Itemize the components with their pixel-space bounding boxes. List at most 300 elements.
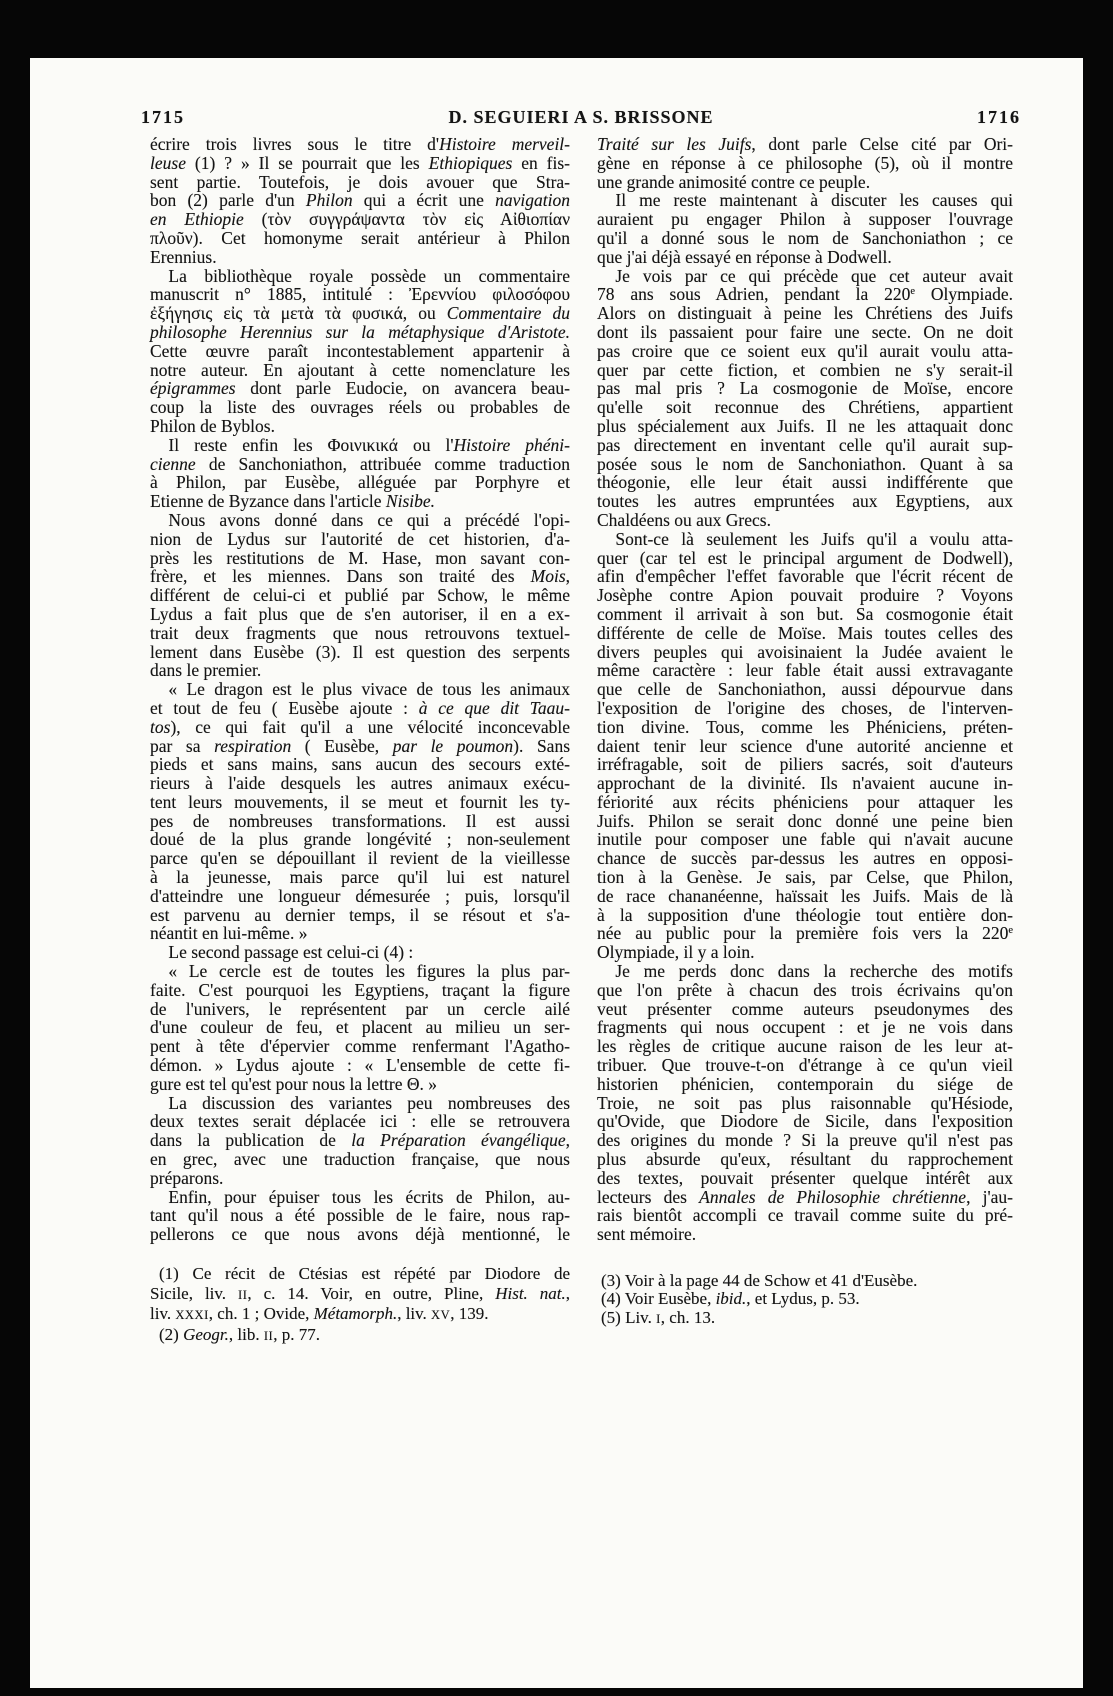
text-segment: historien phénicien, contemporain du siége de bbox=[597, 1073, 1013, 1094]
text-line bbox=[597, 680, 1013, 699]
text-segment: , ch. 1 ; Ovide, bbox=[208, 1304, 314, 1324]
text-line bbox=[150, 943, 570, 962]
text-line bbox=[597, 962, 1013, 981]
text-line bbox=[150, 248, 570, 267]
text-line bbox=[597, 248, 1013, 267]
text-line bbox=[150, 210, 570, 229]
text-segment: nion de Lydus sur l'autorité de cet historien, d'a- bbox=[150, 528, 570, 549]
text-segment: préparons. bbox=[150, 1167, 224, 1188]
text-segment: , ch. 13. bbox=[660, 1307, 716, 1327]
text-line bbox=[150, 774, 570, 793]
text-line bbox=[597, 1000, 1013, 1019]
text-segment: dans le premier. bbox=[150, 660, 262, 681]
text-line bbox=[150, 135, 570, 154]
paragraph bbox=[150, 680, 570, 943]
text-segment: , bbox=[565, 1284, 570, 1304]
footnote bbox=[597, 1309, 1013, 1328]
text-segment: , j'au- bbox=[966, 1186, 1013, 1207]
text-segment: pieds et sans mains, sans aucun des secours exté- bbox=[150, 754, 570, 775]
text-line bbox=[597, 718, 1013, 737]
italic-text: leuse bbox=[150, 152, 186, 173]
paragraph bbox=[150, 1094, 570, 1188]
italic-text: Histoire merveil- bbox=[439, 134, 570, 154]
text-segment: (1) ? » Il se pourrait que les bbox=[185, 152, 429, 173]
text-segment: manuscrit n° 1885, intitulé : Ἐρεννίου φιλοσόφου bbox=[150, 284, 570, 305]
text-line bbox=[150, 1206, 570, 1225]
text-line bbox=[597, 943, 1013, 962]
text-line bbox=[597, 1169, 1013, 1188]
text-line bbox=[150, 173, 570, 192]
text-segment: posée sous le nom de Sanchoniathon. Quant à sa bbox=[597, 453, 1013, 474]
text-line bbox=[150, 1094, 570, 1113]
running-head bbox=[141, 106, 1021, 128]
paragraph bbox=[150, 267, 570, 436]
text-segment: , bbox=[565, 566, 570, 587]
text-segment: pellerons ce que nous avons déjà mentionné, le bbox=[150, 1224, 570, 1245]
text-segment: que j'ai déjà essayé en réponse à Dodwell. bbox=[597, 246, 892, 267]
text-line bbox=[150, 323, 570, 342]
text-line bbox=[597, 361, 1013, 380]
text-line bbox=[150, 267, 570, 286]
text-line bbox=[597, 1056, 1013, 1075]
text-line bbox=[597, 473, 1013, 492]
text-line bbox=[150, 229, 570, 248]
text-segment: même caractère : leur fable était aussi extravagante bbox=[597, 660, 1013, 681]
text-line bbox=[150, 492, 570, 511]
text-line bbox=[150, 191, 570, 210]
text-line bbox=[597, 1225, 1013, 1244]
text-segment: néantit en lui-même. » bbox=[150, 923, 308, 944]
italic-text: tos bbox=[150, 716, 171, 737]
text-segment: écrire trois livres sous le titre d' bbox=[150, 134, 440, 154]
text-line bbox=[597, 267, 1013, 286]
paragraph bbox=[150, 943, 570, 962]
text-line bbox=[150, 304, 570, 323]
text-segment: les règles de critique aucune raison de les leur at- bbox=[597, 1036, 1013, 1057]
text-segment: afin d'empêcher l'effet favorable que l'écrit récent de bbox=[597, 566, 1013, 587]
paragraph bbox=[150, 436, 570, 511]
text-segment: pas directement en inventant celle qu'il aurait sup- bbox=[597, 434, 1013, 455]
text-segment: ( Eusèbe, bbox=[291, 735, 393, 756]
footnotes-left bbox=[150, 1264, 570, 1345]
text-segment: divers peuples qui avoisinaient la Judée avaient le bbox=[597, 641, 1013, 662]
text-segment: Lydus a fait plus que de s'en autoriser, il en a ex- bbox=[150, 603, 570, 624]
text-segment: démon. » Lydus ajoute : « L'ensemble de cette fi- bbox=[150, 1055, 570, 1076]
page-number-right: 1716 bbox=[977, 107, 1021, 127]
paragraph bbox=[150, 511, 570, 680]
text-segment: , 139. bbox=[450, 1304, 489, 1324]
text-segment: daient tenir leur science d'une autorité ancienne et bbox=[597, 735, 1013, 756]
text-segment: , dont parle Celse cité par Ori- bbox=[751, 134, 1013, 154]
left-column bbox=[150, 135, 570, 1244]
text-segment: Le second passage est celui-ci (4) : bbox=[168, 942, 414, 963]
paragraph bbox=[597, 267, 1013, 530]
text-segment: doué de la plus grande longévité ; non-seulement bbox=[150, 829, 570, 850]
text-line bbox=[597, 173, 1013, 192]
italic-text: à ce que dit Taau- bbox=[418, 697, 571, 718]
text-segment: Olympiade. bbox=[915, 284, 1013, 305]
text-segment: fragments qui nous occupent : et je ne vois dans bbox=[597, 1017, 1013, 1038]
text-line bbox=[597, 755, 1013, 774]
text-segment: tribuer. Que trouve-t-on d'étrange à ce qu'un vieil bbox=[597, 1055, 1013, 1076]
text-line bbox=[597, 567, 1013, 586]
italic-text: la Préparation évangélique bbox=[351, 1130, 566, 1151]
page-number-left: 1715 bbox=[141, 107, 185, 127]
italic-text: cienne bbox=[150, 453, 196, 474]
text-segment: dont ils passaient pour faire une secte. On ne doit bbox=[597, 321, 1013, 342]
text-segment: est parvenu au dernier temps, il se résout et s'a- bbox=[150, 904, 570, 925]
text-segment: tant qu'il nous a été possible de le faire, nous rap- bbox=[150, 1205, 570, 1226]
superscript: e bbox=[1008, 925, 1013, 937]
text-segment: Juifs. Philon se serait donc donné une peine bien bbox=[597, 810, 1013, 831]
text-line bbox=[597, 981, 1013, 1000]
text-segment: deux textes serait déplacée ici : elle se retrouvera bbox=[150, 1111, 570, 1132]
text-line bbox=[597, 774, 1013, 793]
text-line bbox=[597, 906, 1013, 925]
text-line bbox=[150, 755, 570, 774]
text-segment: d'une couleur de feu, et placent au milieu un ser- bbox=[150, 1017, 570, 1038]
text-line bbox=[597, 549, 1013, 568]
text-segment: ἐξήγησις εἰς τὰ μετὰ τὰ φυσικά, ou bbox=[150, 303, 447, 324]
footnote bbox=[150, 1264, 570, 1325]
text-line bbox=[150, 1112, 570, 1131]
text-segment: trait deux fragments que nous retrouvons textuel- bbox=[150, 622, 570, 643]
text-segment: Philon de Byblos. bbox=[150, 415, 275, 436]
text-segment: à la jeunesse, mais parce qu'il lui est naturel bbox=[150, 867, 570, 888]
text-segment: que celle de Sanchoniathon, aussi dépourvue dans bbox=[597, 679, 1013, 700]
text-segment: lement dans Eusèbe (3). Il est question des serpents bbox=[150, 641, 570, 662]
text-segment: à la supposition d'une théologie tout entière don- bbox=[597, 904, 1013, 925]
text-segment: en fis- bbox=[512, 152, 570, 173]
text-line bbox=[597, 1131, 1013, 1150]
text-line bbox=[597, 379, 1013, 398]
text-segment: dont parle Eudocie, on avancera beau- bbox=[235, 378, 570, 399]
text-line bbox=[150, 398, 570, 417]
text-segment: , et Lydus, p. 53. bbox=[746, 1289, 860, 1309]
italic-text: Métamorph. bbox=[313, 1304, 398, 1324]
text-segment: (3) Voir à la page 44 de Schow et 41 d'Eusèbe. bbox=[601, 1270, 918, 1290]
text-line bbox=[597, 737, 1013, 756]
text-segment: théogonie, elle leur était aussi indifférente que bbox=[597, 472, 1013, 493]
small-caps: XXXI bbox=[175, 1308, 209, 1323]
text-segment: frère, et les miennes. Dans son traité des bbox=[150, 566, 531, 587]
footnote-line bbox=[597, 1309, 1013, 1328]
paragraph bbox=[597, 191, 1013, 266]
text-segment: liv. bbox=[150, 1304, 176, 1324]
text-line bbox=[150, 830, 570, 849]
footnote-line bbox=[150, 1264, 570, 1284]
text-segment: tent leurs mouvements, il se meut et fournit les ty- bbox=[150, 791, 570, 812]
text-line bbox=[597, 1206, 1013, 1225]
text-segment: (2) bbox=[159, 1324, 184, 1344]
text-segment: comment il arrivait à son but. Sa cosmogonie était bbox=[597, 603, 1013, 624]
text-line bbox=[150, 737, 570, 756]
text-line bbox=[150, 511, 570, 530]
footnote-line bbox=[150, 1304, 570, 1324]
text-segment: 78 ans sous Adrien, pendant la 220 bbox=[597, 284, 911, 305]
text-segment: près les restitutions de M. Hase, mon savant con- bbox=[150, 547, 570, 568]
small-caps: II bbox=[238, 1288, 248, 1303]
text-segment: ). Sans bbox=[513, 735, 571, 756]
italic-text: Histoire phéni- bbox=[453, 434, 570, 455]
text-line bbox=[597, 699, 1013, 718]
text-line bbox=[150, 154, 570, 173]
text-segment: , bbox=[565, 1130, 570, 1151]
text-segment: sent partie. Toutefois, je dois avouer que Stra- bbox=[150, 171, 570, 192]
text-segment: toutes les autres empruntées aux Egyptiens, aux bbox=[597, 491, 1013, 512]
text-segment: pas croire que ce soient eux qu'il aurait voulu atta- bbox=[597, 340, 1013, 361]
italic-text: philosophe Herennius sur la métaphysique d'Aristote. bbox=[150, 321, 570, 342]
footnotes-right bbox=[597, 1272, 1013, 1328]
text-segment: dans la publication de bbox=[150, 1130, 352, 1151]
italic-text: Philon bbox=[305, 190, 353, 211]
text-line bbox=[150, 661, 570, 680]
text-line bbox=[150, 1131, 570, 1150]
text-segment: rais bientôt accompli ce travail comme suite du pré- bbox=[597, 1205, 1013, 1226]
small-caps: II bbox=[263, 1328, 274, 1343]
text-segment: des textes, pouvait présenter quelque intérêt aux bbox=[597, 1167, 1013, 1188]
text-line bbox=[150, 285, 570, 304]
text-line bbox=[597, 661, 1013, 680]
text-line bbox=[597, 530, 1013, 549]
text-segment: (1) Ce récit de Ctésias est répété par Diodore de bbox=[159, 1264, 570, 1283]
text-line bbox=[150, 1056, 570, 1075]
text-line bbox=[597, 868, 1013, 887]
text-segment: de l'univers, le représentent par un cercle ailé bbox=[150, 998, 570, 1019]
small-caps: XV bbox=[431, 1308, 451, 1323]
text-segment: pes de nombreuses transformations. Il est aussi bbox=[150, 810, 570, 831]
text-segment: irréfragable, soit de piliers sacrés, soit d'auteurs bbox=[597, 754, 1013, 775]
text-line bbox=[150, 906, 570, 925]
text-segment: rieurs à l'aide desquels les autres animaux exécu- bbox=[150, 773, 570, 794]
text-line bbox=[597, 191, 1013, 210]
italic-text: Nisibe. bbox=[385, 491, 436, 512]
text-segment: des origines du monde ? Si la preuve qu'il n'est pas bbox=[597, 1130, 1013, 1151]
text-segment: Cette œuvre paraît incontestablement appartenir à bbox=[150, 340, 570, 361]
italic-text: Hist. nat. bbox=[495, 1284, 566, 1304]
text-segment: Erennius. bbox=[150, 246, 217, 267]
text-segment: , c. 14. Voir, en outre, Pline, bbox=[247, 1284, 496, 1304]
text-segment: gure est tel qu'est pour nous la lettre Θ. » bbox=[150, 1073, 437, 1094]
text-line bbox=[597, 154, 1013, 173]
footnote-line bbox=[597, 1272, 1013, 1291]
text-segment: , lib. bbox=[228, 1324, 264, 1344]
text-segment: qu'Ovide, que Diodore de Sicile, dans l'exposition bbox=[597, 1111, 1013, 1132]
text-line bbox=[597, 436, 1013, 455]
footnote-line bbox=[597, 1290, 1013, 1309]
text-line bbox=[597, 924, 1013, 943]
text-line bbox=[150, 680, 570, 699]
text-line bbox=[150, 549, 570, 568]
text-line bbox=[597, 511, 1013, 530]
text-line bbox=[597, 643, 1013, 662]
text-line bbox=[150, 812, 570, 831]
text-segment: faite. C'est pourquoi les Egyptiens, traçant la figure bbox=[150, 979, 570, 1000]
italic-text: Ethiopiques bbox=[428, 152, 513, 173]
text-segment: par sa bbox=[150, 735, 215, 756]
text-line bbox=[150, 473, 570, 492]
text-segment: lecteurs des bbox=[597, 1186, 700, 1207]
text-line bbox=[597, 793, 1013, 812]
text-line bbox=[150, 962, 570, 981]
text-segment: bon (2) parle d'un bbox=[150, 190, 306, 211]
text-line bbox=[150, 1075, 570, 1094]
text-segment: fériorité aux récits phéniciens pour attaquer les bbox=[597, 791, 1013, 812]
text-segment: , p. 77. bbox=[273, 1324, 320, 1344]
text-segment: πλοῦν). Cet homonyme serait antérieur à Philon bbox=[150, 227, 570, 248]
text-segment: gène en réponse à ce philosophe (5), où il montre bbox=[597, 152, 1013, 173]
text-segment: sent mémoire. bbox=[597, 1224, 697, 1245]
text-line bbox=[150, 718, 570, 737]
text-line bbox=[150, 455, 570, 474]
text-segment: (5) Liv. bbox=[601, 1307, 657, 1327]
text-segment: Olympiade, il y a loin. bbox=[597, 942, 755, 963]
text-line bbox=[597, 398, 1013, 417]
right-column bbox=[597, 135, 1013, 1244]
paragraph bbox=[597, 530, 1013, 962]
text-segment: que l'on prête à chacun des trois écrivains qu'on bbox=[597, 979, 1013, 1000]
text-line bbox=[597, 887, 1013, 906]
paragraph bbox=[150, 135, 570, 267]
text-segment: (τὸν συγγράψαντα τὸν εἰς Αἰθιοπίαν bbox=[243, 209, 570, 230]
text-line bbox=[597, 605, 1013, 624]
text-segment: « Le dragon est le plus vivace de tous les animaux bbox=[168, 679, 570, 700]
text-segment: coup la liste des ouvrages réels ou probables de bbox=[150, 397, 570, 418]
text-segment: Josèphe contre Apion pouvait produire ? Voyons bbox=[597, 585, 1013, 606]
text-segment: qu'elle soit reconnue des Chrétiens, appartient bbox=[597, 397, 1013, 418]
text-segment: approchant de la divinité. Ils n'avaient aucune in- bbox=[597, 773, 1013, 794]
text-line bbox=[150, 1150, 570, 1169]
paragraph bbox=[597, 135, 1013, 191]
text-segment: différent de celui-ci et publié par Schow, le même bbox=[150, 585, 570, 606]
text-segment: quer (car tel est le principal argument de Dodwell), bbox=[597, 547, 1013, 568]
text-line bbox=[150, 643, 570, 662]
text-segment: en grec, avec une traduction française, que nous bbox=[150, 1149, 570, 1170]
text-segment: inutile pour composer une fable qui n'avait aucune bbox=[597, 829, 1013, 850]
text-line bbox=[597, 455, 1013, 474]
text-line bbox=[597, 417, 1013, 436]
text-line bbox=[150, 530, 570, 549]
text-line bbox=[597, 210, 1013, 229]
text-line bbox=[150, 887, 570, 906]
text-segment: à Philon, par Eusèbe, alléguée par Porphyre et bbox=[150, 472, 570, 493]
text-segment: La discussion des variantes peu nombreuses des bbox=[168, 1092, 570, 1113]
text-segment: de Sanchoniathon, attribuée comme traduction bbox=[195, 453, 570, 474]
italic-text: Geogr. bbox=[183, 1324, 229, 1344]
text-line bbox=[150, 586, 570, 605]
italic-text: Annales de Philosophie chrétienne bbox=[699, 1186, 967, 1207]
text-line bbox=[597, 1018, 1013, 1037]
text-segment: plus spécialement aux Juifs. Il ne les attaquait donc bbox=[597, 415, 1013, 436]
text-segment: Je vois par ce qui précède que cet auteur avait bbox=[615, 265, 1013, 286]
text-segment: Je me perds donc dans la recherche des motifs bbox=[615, 961, 1013, 982]
text-line bbox=[597, 285, 1013, 304]
text-segment: chance de succès par-dessus les autres en opposi- bbox=[597, 848, 1013, 869]
text-segment: notre auteur. En ajoutant à cette nomenclature les bbox=[150, 359, 570, 380]
text-line bbox=[597, 1188, 1013, 1207]
text-line bbox=[150, 1000, 570, 1019]
text-line bbox=[597, 304, 1013, 323]
text-line bbox=[150, 567, 570, 586]
text-line bbox=[150, 342, 570, 361]
text-line bbox=[597, 492, 1013, 511]
italic-text: Commentaire du bbox=[446, 303, 570, 324]
text-line bbox=[150, 361, 570, 380]
text-segment: Troie, ne soit pas plus raisonnable qu'Hésiode, bbox=[597, 1092, 1013, 1113]
footnote bbox=[597, 1272, 1013, 1291]
paragraph bbox=[150, 962, 570, 1094]
text-segment: , liv. bbox=[397, 1304, 432, 1324]
text-segment: (4) Voir Eusèbe, bbox=[601, 1289, 716, 1309]
text-line bbox=[597, 1094, 1013, 1113]
text-line bbox=[150, 699, 570, 718]
text-segment: Il reste enfin les Φοινικικά ou l' bbox=[168, 434, 454, 455]
small-caps: I bbox=[656, 1311, 661, 1326]
paragraph bbox=[150, 1188, 570, 1244]
text-segment: de race chananéenne, haïssait les Juifs. Mais de là bbox=[597, 885, 1013, 906]
text-segment: Sicile, liv. bbox=[150, 1284, 239, 1304]
text-segment: qu'il a donné sous le nom de Sanchoniathon ; ce bbox=[597, 227, 1013, 248]
italic-text: Mois bbox=[530, 566, 566, 587]
text-line bbox=[597, 229, 1013, 248]
text-segment: Sont-ce là seulement les Juifs qu'il a voulu atta- bbox=[615, 528, 1013, 549]
text-segment: veut présenter comme auteurs pseudonymes des bbox=[597, 998, 1013, 1019]
text-line bbox=[597, 849, 1013, 868]
text-line bbox=[150, 1188, 570, 1207]
text-segment: qui a écrit une bbox=[352, 190, 496, 211]
text-line bbox=[150, 981, 570, 1000]
running-title: D. SEGUIERI A S. BRISSONE bbox=[448, 107, 714, 127]
text-segment: plus absurde qu'eux, résultant du rapprochement bbox=[597, 1149, 1013, 1170]
text-line bbox=[150, 868, 570, 887]
footnote bbox=[597, 1290, 1013, 1309]
text-line bbox=[150, 417, 570, 436]
footnote-line bbox=[150, 1284, 570, 1304]
text-segment: tion à la Genèse. Je sais, par Celse, que Philon, bbox=[597, 867, 1013, 888]
text-segment: ), ce qui fait qu'il a une vélocité inconcevable bbox=[170, 716, 570, 737]
text-segment: pent à tête d'épervier comme renfermant l'Agatho- bbox=[150, 1036, 570, 1057]
text-segment: Chaldéens ou aux Grecs. bbox=[597, 509, 771, 530]
text-line bbox=[150, 924, 570, 943]
text-segment: tion divine. Tous, comme les Phéniciens, préten- bbox=[597, 716, 1013, 737]
text-segment: Nous avons donné dans ce qui a précédé l'opi- bbox=[168, 509, 570, 530]
text-line bbox=[150, 1018, 570, 1037]
text-line bbox=[150, 849, 570, 868]
text-segment: Il me reste maintenant à discuter les causes qui bbox=[615, 190, 1013, 211]
text-line bbox=[597, 342, 1013, 361]
text-line bbox=[597, 1075, 1013, 1094]
italic-text: ibid. bbox=[715, 1289, 747, 1309]
text-line bbox=[597, 812, 1013, 831]
text-segment: et tout de feu ( Eusèbe ajoute : bbox=[150, 697, 419, 718]
text-line bbox=[150, 1037, 570, 1056]
text-segment: « Le cercle est de toutes les figures la plus par- bbox=[168, 961, 570, 982]
text-segment: l'exposition de l'origine des choses, de l'interven- bbox=[597, 697, 1013, 718]
italic-text: Traité sur les Juifs bbox=[597, 134, 752, 154]
text-segment: La bibliothèque royale possède un commentaire bbox=[168, 265, 570, 286]
text-line bbox=[597, 135, 1013, 154]
italic-text: en Ethiopie bbox=[150, 209, 244, 230]
text-line bbox=[597, 1037, 1013, 1056]
text-segment: quer par cette fiction, et combien ne s'y serait-il bbox=[597, 359, 1013, 380]
italic-text: navigation bbox=[495, 190, 570, 211]
text-segment: pas mal pris ? La cosmogonie de Moïse, encore bbox=[597, 378, 1013, 399]
text-line bbox=[150, 436, 570, 455]
text-line bbox=[597, 624, 1013, 643]
text-segment: une grande animosité contre ce peuple. bbox=[597, 171, 871, 192]
italic-text: épigrammes bbox=[150, 378, 236, 399]
superscript: e bbox=[910, 286, 916, 298]
